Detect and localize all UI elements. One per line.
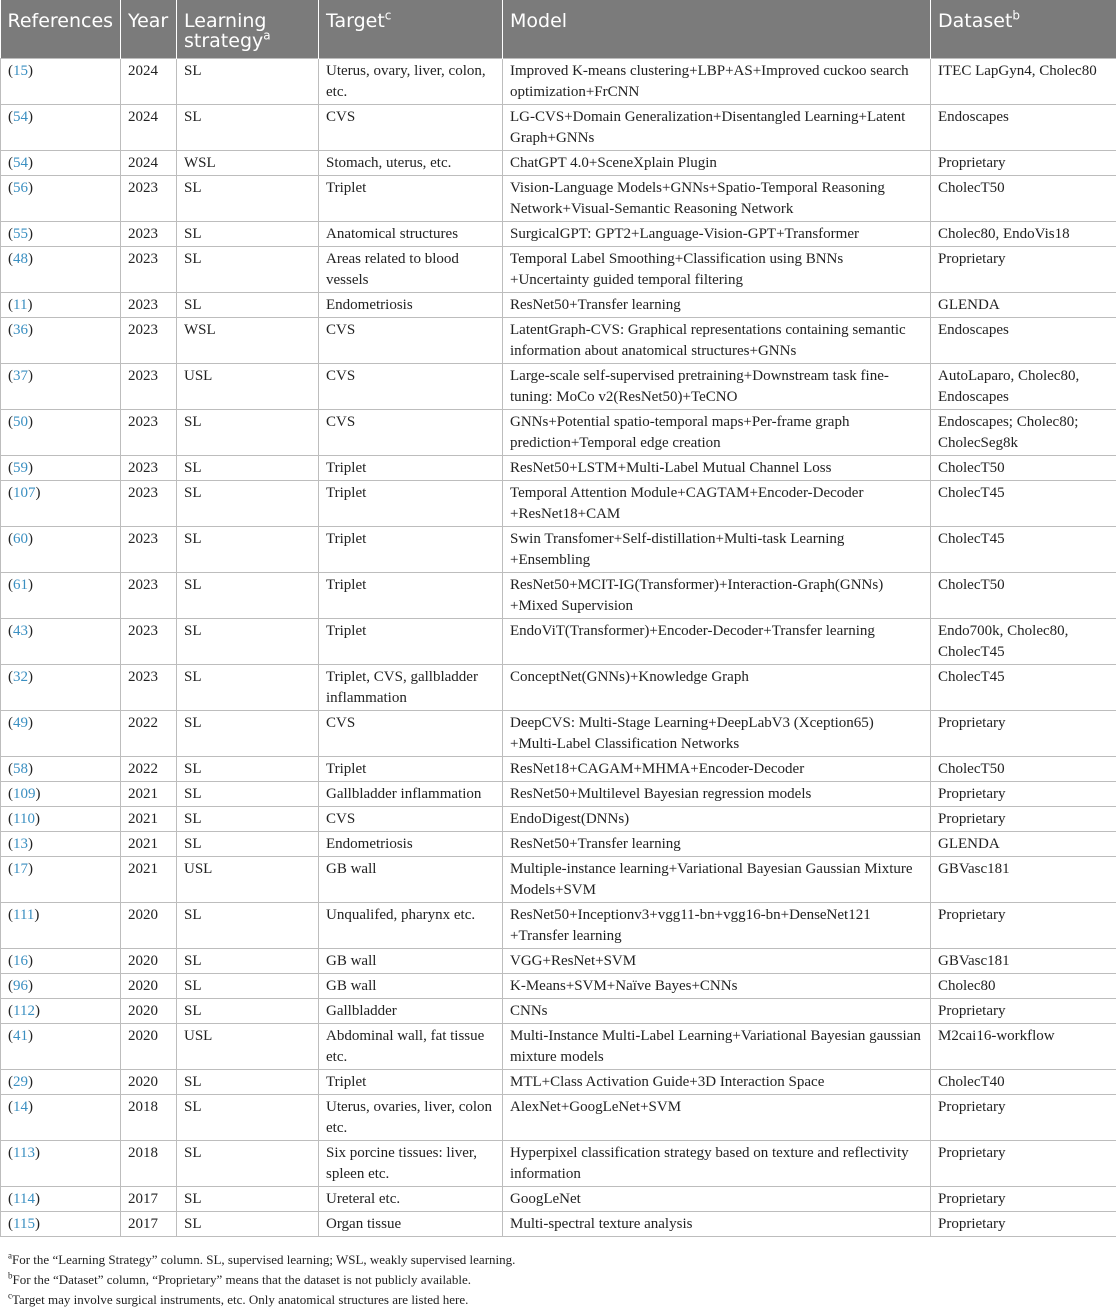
table-row [1,856,1116,902]
cell-learning-strategy: SL [177,1186,319,1211]
cell-year: 2018 [121,1094,177,1140]
cell-dataset: Proprietary [931,806,1116,831]
cell-year: 2020 [121,998,177,1023]
cell-year: 2024 [121,104,177,150]
reference-link[interactable]: 50 [13,413,28,430]
table-row [1,526,1116,572]
cell-reference[interactable]: (115) [1,1211,121,1236]
cell-dataset: AutoLaparo, Cholec80, Endoscapes [931,363,1116,409]
table-row [1,58,1116,104]
cell-model: Improved K-means clustering+LBP+AS+Improved cuckoo search optimization+FrCNN [503,58,931,104]
cell-dataset: Endo700k, Cholec80, CholecT45 [931,618,1116,664]
cell-reference[interactable]: (111) [1,902,121,948]
cell-learning-strategy: SL [177,710,319,756]
reference-link[interactable]: 32 [13,668,28,685]
cell-target: GB wall [319,973,503,998]
cell-dataset: Endoscapes; Cholec80; CholecSeg8k [931,409,1116,455]
cell-model: DeepCVS: Multi-Stage Learning+DeepLabV3 (Xception65) +Multi-Label Classification Networks [503,710,931,756]
cell-reference[interactable]: (37) [1,363,121,409]
reference-link[interactable]: 61 [13,576,28,593]
cell-target: Gallbladder inflammation [319,781,503,806]
cell-reference[interactable]: (13) [1,831,121,856]
table-row [1,973,1116,998]
cell-model: VGG+ResNet+SVM [503,948,931,973]
cell-dataset: Proprietary [931,1094,1116,1140]
table-row [1,363,1116,409]
cell-learning-strategy: SL [177,664,319,710]
cell-reference[interactable]: (109) [1,781,121,806]
cell-dataset: Cholec80, EndoVis18 [931,221,1116,246]
table-row [1,455,1116,480]
cell-learning-strategy: USL [177,1023,319,1069]
table-row [1,998,1116,1023]
cell-target: CVS [319,363,503,409]
cell-learning-strategy: SL [177,781,319,806]
cell-target: Triplet [319,1069,503,1094]
reference-link[interactable]: 115 [13,1215,35,1232]
cell-target: Six porcine tissues: liver, spleen etc. [319,1140,503,1186]
cell-target: Organ tissue [319,1211,503,1236]
cell-model: ResNet50+Transfer learning [503,292,931,317]
cell-target: CVS [319,317,503,363]
cell-year: 2023 [121,363,177,409]
cell-target: Triplet, CVS, gallbladder inflammation [319,664,503,710]
cell-target: Unqualifed, pharynx etc. [319,902,503,948]
header-learning-strategy: Learning strategy$^a$ [177,0,319,58]
table-row [1,292,1116,317]
cell-target: Stomach, uterus, etc. [319,150,503,175]
cell-reference[interactable]: (43) [1,618,121,664]
cell-reference[interactable]: (49) [1,710,121,756]
cell-model: GoogLeNet [503,1186,931,1211]
cell-target: Endometriosis [319,831,503,856]
cell-dataset: CholecT45 [931,480,1116,526]
cell-dataset: GLENDA [931,831,1116,856]
cell-model: ResNet50+MCIT-IG(Transformer)+Interaction-Graph(GNNs) +Mixed Supervision [503,572,931,618]
table-row [1,756,1116,781]
reference-link[interactable]: 111 [13,906,35,923]
table-row [1,246,1116,292]
table-row [1,409,1116,455]
cell-model: Multiple-instance learning+Variational Bayesian Gaussian Mixture Models+SVM [503,856,931,902]
table-row [1,1069,1116,1094]
cell-model: ResNet50+Transfer learning [503,831,931,856]
cell-model: LG-CVS+Domain Generalization+Disentangled Learning+Latent Graph+GNNs [503,104,931,150]
cell-learning-strategy: SL [177,998,319,1023]
reference-link[interactable]: 48 [13,250,28,267]
cell-learning-strategy: SL [177,455,319,480]
footnote-c: $^c$Target may involve surgical instruments, etc. Only anatomical structures are listed here. [8,1290,469,1307]
table-row [1,664,1116,710]
footnote-a: $^a$For the “Learning Strategy” column. SL, supervised learning; WSL, weakly supervised learning. [8,1250,516,1267]
cell-year: 2023 [121,572,177,618]
reference-link[interactable]: 29 [13,1073,28,1090]
reference-link[interactable]: 112 [13,1002,35,1019]
cell-dataset: M2cai16-workflow [931,1023,1116,1069]
cell-target: Uterus, ovaries, liver, colon etc. [319,1094,503,1140]
table-row [1,150,1116,175]
cell-reference[interactable]: (96) [1,973,121,998]
cell-reference[interactable]: (29) [1,1069,121,1094]
table-row [1,831,1116,856]
cell-model: ResNet50+Inceptionv3+vgg11-bn+vgg16-bn+DenseNet121 +Transfer learning [503,902,931,948]
cell-model: EndoDigest(DNNs) [503,806,931,831]
cell-reference[interactable]: (60) [1,526,121,572]
cell-reference[interactable]: (14) [1,1094,121,1140]
cell-year: 2023 [121,221,177,246]
cell-learning-strategy: SL [177,526,319,572]
cell-reference[interactable]: (17) [1,856,121,902]
cell-year: 2024 [121,58,177,104]
cell-model: Large-scale self-supervised pretraining+Downstream task fine-tuning: MoCo v2(ResNet50)+TeCNO [503,363,931,409]
cell-reference[interactable]: (48) [1,246,121,292]
table-row [1,317,1116,363]
reference-link[interactable]: 107 [13,484,36,501]
cell-learning-strategy: USL [177,363,319,409]
cell-model: AlexNet+GoogLeNet+SVM [503,1094,931,1140]
cell-target: Triplet [319,618,503,664]
cell-target: Anatomical structures [319,221,503,246]
cell-dataset: Proprietary [931,150,1116,175]
cell-learning-strategy: USL [177,856,319,902]
cell-learning-strategy: SL [177,1094,319,1140]
cell-target: Ureteral etc. [319,1186,503,1211]
cell-reference[interactable]: (54) [1,104,121,150]
reference-link[interactable]: 58 [13,760,28,777]
cell-reference[interactable]: (41) [1,1023,121,1069]
cell-year: 2023 [121,317,177,363]
reference-link[interactable]: 49 [13,714,28,731]
cell-model: CNNs [503,998,931,1023]
cell-reference[interactable]: (107) [1,480,121,526]
table-row [1,1186,1116,1211]
cell-year: 2023 [121,409,177,455]
cell-dataset: ITEC LapGyn4, Cholec80 [931,58,1116,104]
table-row [1,948,1116,973]
cell-model: LatentGraph-CVS: Graphical representations containing semantic information about anatomical structures+GNNs [503,317,931,363]
cell-learning-strategy: WSL [177,317,319,363]
reference-link[interactable]: 37 [13,367,28,384]
cell-year: 2021 [121,806,177,831]
cell-learning-strategy: SL [177,1069,319,1094]
cell-learning-strategy: SL [177,948,319,973]
cell-target: Uterus, ovary, liver, colon, etc. [319,58,503,104]
table-row [1,618,1116,664]
cell-dataset: Endoscapes [931,104,1116,150]
cell-dataset: Proprietary [931,710,1116,756]
header-target: Target$^c$ [319,0,503,58]
cell-model: Swin Transfomer+Self-distillation+Multi-task Learning +Ensembling [503,526,931,572]
cell-learning-strategy: SL [177,480,319,526]
cell-target: Triplet [319,756,503,781]
cell-model: ConceptNet(GNNs)+Knowledge Graph [503,664,931,710]
cell-learning-strategy: SL [177,409,319,455]
cell-target: GB wall [319,948,503,973]
header-row [1,0,1116,58]
cell-dataset: Proprietary [931,246,1116,292]
cell-target: Triplet [319,455,503,480]
cell-year: 2023 [121,480,177,526]
cell-year: 2023 [121,526,177,572]
cell-year: 2020 [121,1023,177,1069]
cell-learning-strategy: SL [177,618,319,664]
reference-link[interactable]: 109 [13,785,36,802]
reference-link[interactable]: 113 [13,1144,35,1161]
footnote-b: $^b$For the “Dataset” column, “Proprietary” means that the dataset is not publicly available. [8,1270,471,1287]
cell-dataset: Proprietary [931,1211,1116,1236]
table-row [1,1211,1116,1236]
reference-link[interactable]: 16 [13,952,28,969]
table-row [1,480,1116,526]
cell-dataset: Proprietary [931,998,1116,1023]
cell-year: 2021 [121,781,177,806]
cell-year: 2023 [121,175,177,221]
reference-link[interactable]: 36 [13,321,28,338]
header-dataset: Dataset$^b$ [931,0,1116,58]
cell-target: CVS [319,409,503,455]
cell-model: GNNs+Potential spatio-temporal maps+Per-frame graph prediction+Temporal edge creation [503,409,931,455]
cell-reference[interactable]: (50) [1,409,121,455]
cell-year: 2024 [121,150,177,175]
table-row [1,104,1116,150]
cell-dataset: CholecT50 [931,175,1116,221]
cell-learning-strategy: SL [177,246,319,292]
cell-learning-strategy: SL [177,831,319,856]
cell-dataset: Cholec80 [931,973,1116,998]
cell-year: 2020 [121,973,177,998]
cell-dataset: CholecT50 [931,756,1116,781]
cell-year: 2023 [121,664,177,710]
cell-model: Vision-Language Models+GNNs+Spatio-Temporal Reasoning Network+Visual-Semantic Reasoning Network [503,175,931,221]
table-row [1,710,1116,756]
cell-reference[interactable]: (112) [1,998,121,1023]
table-row [1,902,1116,948]
cell-target: CVS [319,710,503,756]
reference-link[interactable]: 54 [13,154,28,171]
cell-reference[interactable]: (32) [1,664,121,710]
cell-reference[interactable]: (56) [1,175,121,221]
cell-learning-strategy: SL [177,806,319,831]
reference-link[interactable]: 60 [13,530,28,547]
cell-learning-strategy: SL [177,58,319,104]
cell-reference[interactable]: (114) [1,1186,121,1211]
cell-dataset: CholecT45 [931,664,1116,710]
cell-model: K-Means+SVM+Naïve Bayes+CNNs [503,973,931,998]
reference-link[interactable]: 41 [13,1027,28,1044]
cell-model: Multi-spectral texture analysis [503,1211,931,1236]
cell-year: 2020 [121,948,177,973]
cell-target: GB wall [319,856,503,902]
cell-learning-strategy: SL [177,973,319,998]
cell-reference[interactable]: (36) [1,317,121,363]
cell-dataset: CholecT50 [931,455,1116,480]
table-row [1,175,1116,221]
reference-link[interactable]: 14 [13,1098,28,1115]
cell-target: CVS [319,806,503,831]
table-row [1,781,1116,806]
cell-reference[interactable]: (113) [1,1140,121,1186]
reference-link[interactable]: 59 [13,459,28,476]
cell-learning-strategy: SL [177,1140,319,1186]
reference-link[interactable]: 43 [13,622,28,639]
cell-dataset: CholecT45 [931,526,1116,572]
cell-model: Multi-Instance Multi-Label Learning+Variational Bayesian gaussian mixture models [503,1023,931,1069]
reference-link[interactable]: 110 [13,810,35,827]
cell-model: EndoViT(Transformer)+Encoder-Decoder+Transfer learning [503,618,931,664]
table-row [1,221,1116,246]
cell-reference[interactable]: (55) [1,221,121,246]
cell-dataset: Proprietary [931,1140,1116,1186]
cell-dataset: CholecT40 [931,1069,1116,1094]
cell-dataset: GBVasc181 [931,948,1116,973]
cell-reference[interactable]: (58) [1,756,121,781]
table-row [1,572,1116,618]
cell-year: 2020 [121,902,177,948]
reference-link[interactable]: 17 [13,860,28,877]
cell-model: Hyperpixel classification strategy based on texture and reflectivity information [503,1140,931,1186]
cell-year: 2022 [121,710,177,756]
reference-link[interactable]: 11 [13,296,28,313]
cell-dataset: Proprietary [931,781,1116,806]
cell-learning-strategy: SL [177,221,319,246]
table-row [1,1023,1116,1069]
cell-target: CVS [319,104,503,150]
reference-link[interactable]: 114 [13,1190,35,1207]
cell-year: 2023 [121,292,177,317]
reference-link[interactable]: 56 [13,179,28,196]
cell-target: Gallbladder [319,998,503,1023]
cell-learning-strategy: SL [177,104,319,150]
cell-model: ChatGPT 4.0+SceneXplain Plugin [503,150,931,175]
cell-target: Triplet [319,572,503,618]
cell-dataset: CholecT50 [931,572,1116,618]
cell-year: 2021 [121,831,177,856]
cell-learning-strategy: WSL [177,150,319,175]
cell-learning-strategy: SL [177,756,319,781]
reference-link[interactable]: 15 [13,62,28,79]
cell-learning-strategy: SL [177,572,319,618]
table-row [1,1140,1116,1186]
cell-dataset: Proprietary [931,902,1116,948]
table-row [1,806,1116,831]
reference-link[interactable]: 54 [13,108,28,125]
reference-link[interactable]: 96 [13,977,28,994]
cell-reference[interactable]: (15) [1,58,121,104]
cell-learning-strategy: SL [177,175,319,221]
cell-learning-strategy: SL [177,292,319,317]
cell-dataset: Proprietary [931,1186,1116,1211]
cell-year: 2020 [121,1069,177,1094]
cell-reference[interactable]: (16) [1,948,121,973]
cell-year: 2017 [121,1186,177,1211]
reference-link[interactable]: 55 [13,225,28,242]
cell-reference[interactable]: (61) [1,572,121,618]
cell-target: Triplet [319,526,503,572]
cell-model: ResNet50+Multilevel Bayesian regression models [503,781,931,806]
cell-model: Temporal Label Smoothing+Classification using BNNs +Uncertainty guided temporal filtering [503,246,931,292]
cell-dataset: GBVasc181 [931,856,1116,902]
header-year: Year [121,0,177,58]
cell-year: 2023 [121,618,177,664]
cell-year: 2023 [121,246,177,292]
cell-learning-strategy: SL [177,1211,319,1236]
cell-reference[interactable]: (59) [1,455,121,480]
cell-target: Endometriosis [319,292,503,317]
cell-dataset: GLENDA [931,292,1116,317]
cell-model: Temporal Attention Module+CAGTAM+Encoder-Decoder +ResNet18+CAM [503,480,931,526]
header-references: References [1,0,121,58]
cell-target: Triplet [319,480,503,526]
cell-target: Areas related to blood vessels [319,246,503,292]
cell-year: 2021 [121,856,177,902]
footnotes [8,1250,1108,1310]
cell-year: 2022 [121,756,177,781]
reference-link[interactable]: 13 [13,835,28,852]
cell-year: 2017 [121,1211,177,1236]
cell-model: MTL+Class Activation Guide+3D Interaction Space [503,1069,931,1094]
cell-target: Abdominal wall, fat tissue etc. [319,1023,503,1069]
cell-model: ResNet18+CAGAM+MHMA+Encoder-Decoder [503,756,931,781]
cell-year: 2023 [121,455,177,480]
cell-model: SurgicalGPT: GPT2+Language-Vision-GPT+Transformer [503,221,931,246]
cell-reference[interactable]: (11) [1,292,121,317]
cell-dataset: Endoscapes [931,317,1116,363]
cell-year: 2018 [121,1140,177,1186]
cell-reference[interactable]: (54) [1,150,121,175]
table-row [1,1094,1116,1140]
cell-target: Triplet [319,175,503,221]
cell-reference[interactable]: (110) [1,806,121,831]
cell-model: ResNet50+LSTM+Multi-Label Mutual Channel Loss [503,455,931,480]
header-model: Model [503,0,931,58]
cell-learning-strategy: SL [177,902,319,948]
